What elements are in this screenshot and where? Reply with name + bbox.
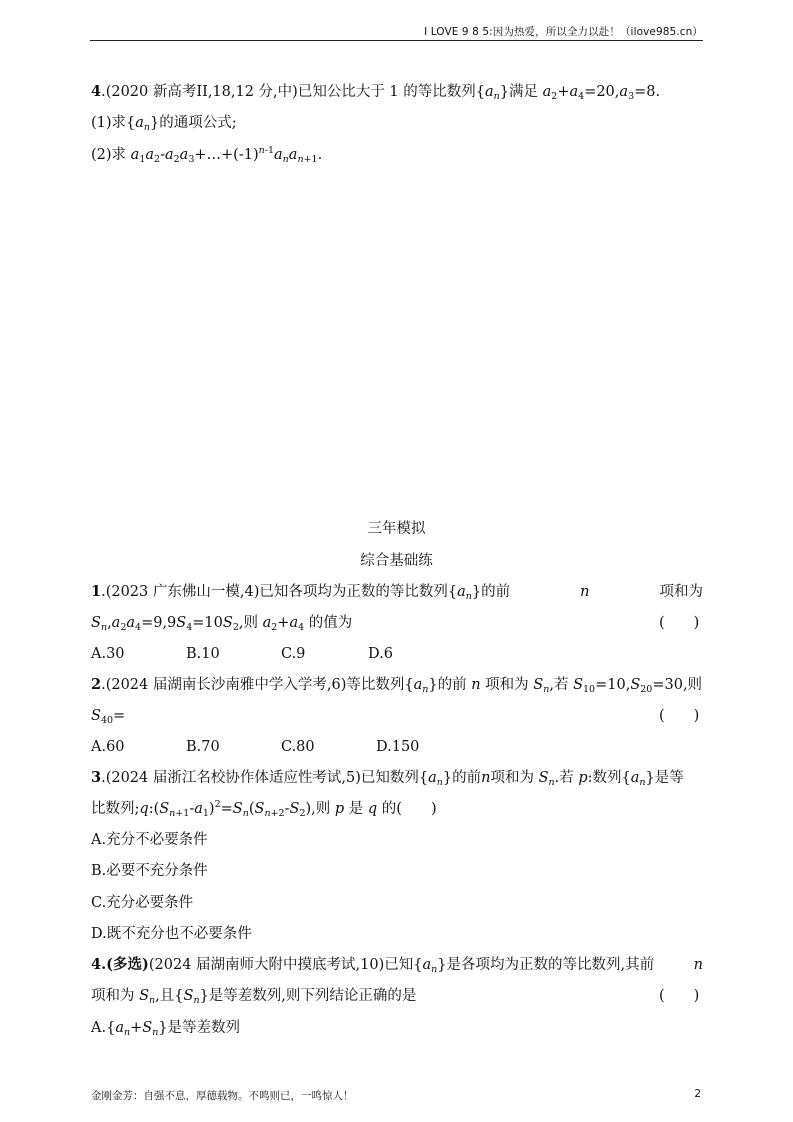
option-a: $A.\{a_n+S_n\}$是等差数列 (91, 1020, 241, 1038)
option-c: C.充分必要条件 (91, 895, 194, 911)
section-subtitle: 综合基础练 (360, 553, 433, 569)
option-d: D.既不充分也不必要条件 (91, 926, 252, 942)
option-a: A.30 (91, 646, 125, 662)
option-c: C.80 (281, 739, 315, 755)
problem-2-line1: 2.(2024 届湖南长沙南雅中学入学考,6)等比数列$\{a_n\}$的前 n 项和为 $S_n$,若 $S_{10}=10,S_{20}=30$,则 (91, 676, 703, 695)
page-header (90, 24, 703, 41)
problem-4-line1: 4.(多选)(2024 届湖南师大附中摸底考试,10)已知$\{a_n\}$是各项均为正数的等比数列,其前 n (91, 956, 703, 975)
gaokao-q4-line: 4.(2020 新高考II,18,12 分,中)已知公比大于 1 的等比数列$\{a_n\}$满足 $a_2+a_4=20,a_3=8$. (91, 83, 661, 102)
problem-2-line2: $S_{40}=$ (91, 708, 126, 726)
answer-paren: ( ) (659, 615, 700, 631)
option-b: B.70 (186, 739, 220, 755)
answer-paren: ( ) (659, 708, 700, 724)
option-d: D.6 (368, 646, 393, 662)
question-number: 1 (91, 583, 102, 600)
header-text: I LOVE 9 8 5:因为热爱，所以全力以赴！（ilove985.cn） (424, 26, 703, 38)
option-a: A.60 (91, 739, 125, 755)
option-b: B.必要不充分条件 (91, 863, 208, 879)
problem-3-line2: 比数列$;q:(S_{n+1}-a_1)^2=S_n(S_{n+2}-S_2)$,则 p 是 q 的( ) (91, 799, 437, 819)
footer-motto: 金刚金芳：自强不息，厚德载物。不鸣则已，一鸣惊人！ (91, 1090, 354, 1102)
option-c: C.9 (281, 646, 306, 662)
question-number: 3 (91, 769, 102, 786)
question-number: 2 (91, 676, 102, 693)
question-number: 4 (91, 83, 102, 100)
section-title: 三年模拟 (367, 521, 426, 537)
option-b: B.10 (186, 646, 220, 662)
problem-4-line2: 项和为 $S_n$,且$\{S_n\}$是等差数列,则下列结论正确的是 (91, 988, 417, 1006)
problem-1-line1: 1.(2023 广东佛山一模,4)已知各项均为正数的等比数列$\{a_n\}$的前 n 项和为 (91, 583, 703, 602)
question-number: 4 (91, 956, 102, 973)
gaokao-q4-sub2: (2)求 $a_1a_2-a_2a_3+\dots+(-1)^{n-1}a_na_{n+1}$. (91, 145, 323, 165)
problem-1-line2: $S_n,a_2a_4=9,9S_4=10S_2$,则 $a_2+a_4$ 的值为 (91, 615, 353, 633)
gaokao-q4-sub1: (1)求$\{a_n\}$的通项公式; (91, 115, 237, 133)
page-number: 2 (694, 1088, 701, 1100)
answer-paren: ( ) (659, 988, 700, 1004)
option-d: D.150 (376, 739, 420, 755)
problem-3-line1: 3.(2024 届浙江名校协作体适应性考试,5)已知数列$\{a_n\}$的前n项和为 $S_n$.若 p:数列$\{a_n\}$是等 (91, 769, 684, 788)
option-a: A.充分不必要条件 (91, 832, 208, 848)
